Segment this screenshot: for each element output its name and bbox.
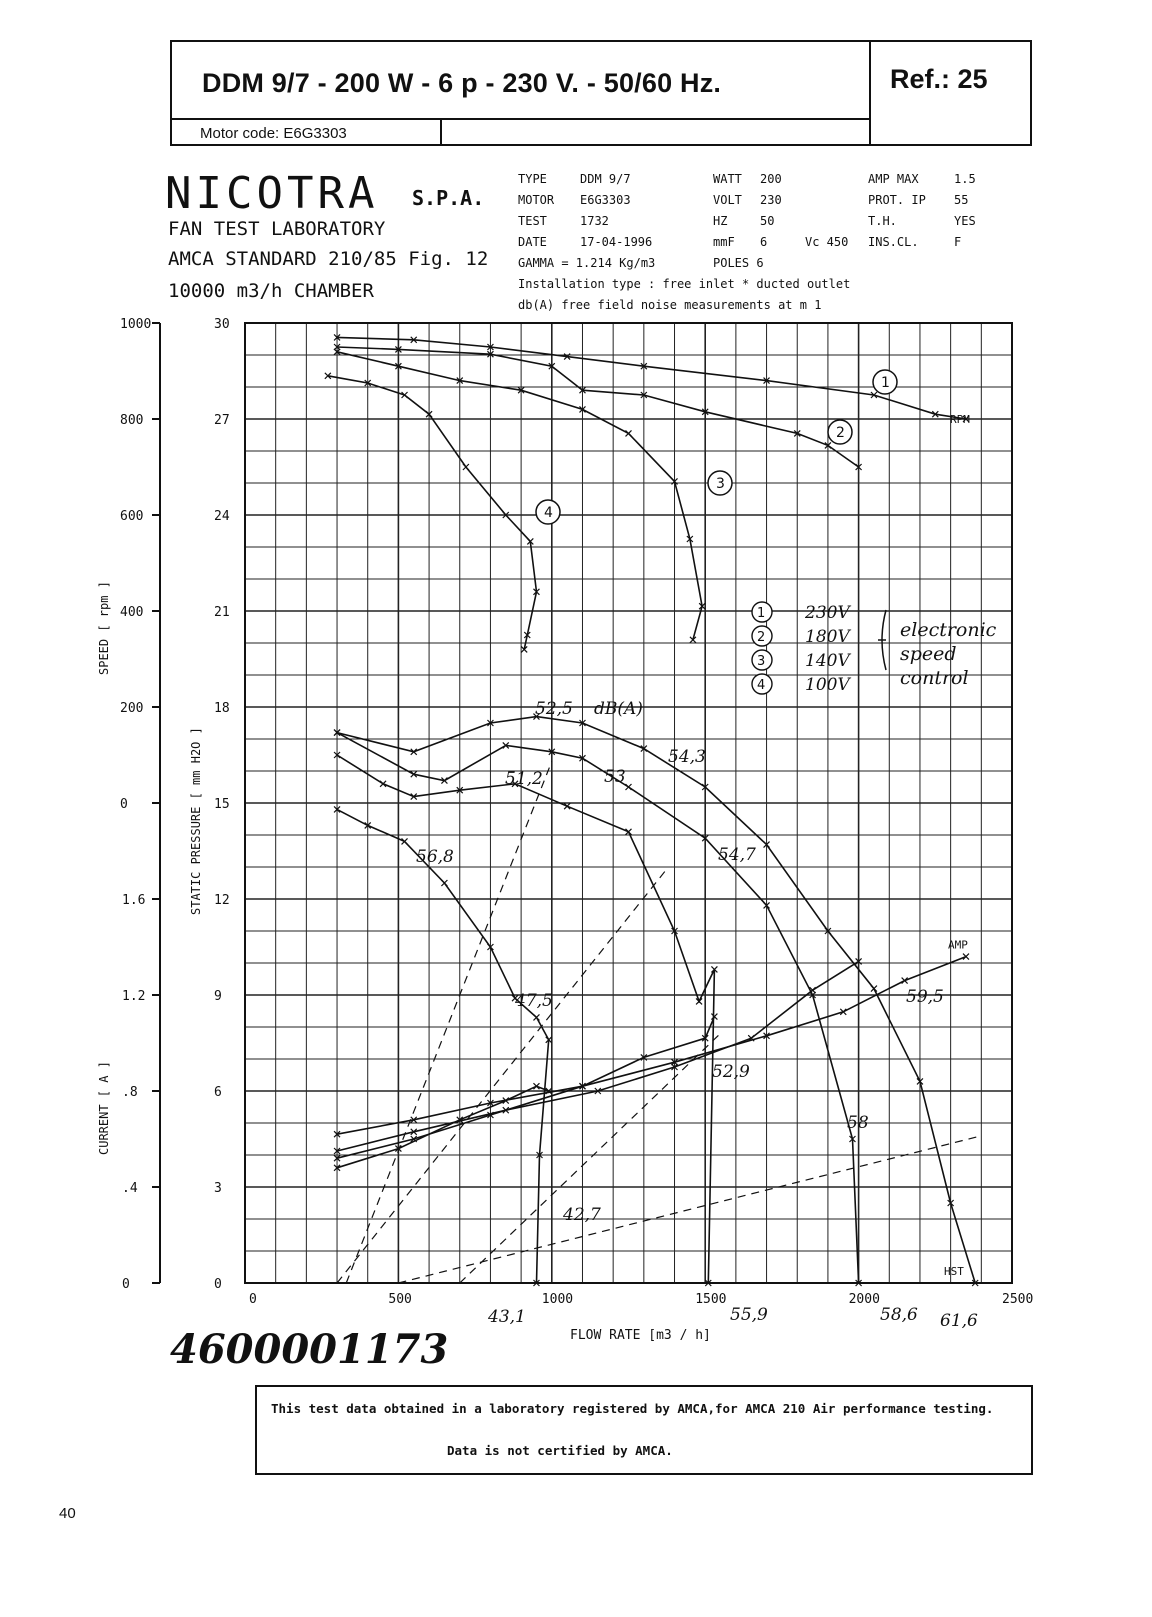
legend-brace — [878, 610, 886, 670]
current-tick-label: .8 — [122, 1085, 138, 1100]
noise-label: 61,6 — [940, 1311, 978, 1331]
spec-test-value: 1732 — [580, 214, 609, 228]
series-speed-1 — [337, 337, 966, 419]
speed-tick-label: 200 — [120, 701, 144, 716]
company-suffix: S.P.A. — [412, 186, 485, 210]
footer-box — [255, 1385, 1033, 1475]
spec-date-label: DATE — [518, 235, 547, 249]
legend-voltage: 100V — [805, 675, 850, 695]
speed-tick-label: 600 — [120, 509, 144, 524]
x-tick-label: 1000 — [541, 1292, 574, 1307]
legend-id: 3 — [757, 654, 766, 669]
spec-test-label: TEST — [518, 214, 547, 228]
legend-id: 2 — [757, 630, 766, 645]
ref-number: Ref.: 25 — [890, 64, 988, 94]
noise-label: 58,6 — [880, 1305, 918, 1325]
current-tick-label: 1.6 — [122, 893, 146, 908]
spec-ins-value: F — [954, 235, 962, 249]
noise-label: 55,9 — [730, 1305, 768, 1325]
spec-ampmax-value: 1.5 — [954, 172, 976, 186]
spec-date-value: 17-04-1996 — [580, 235, 653, 249]
series-speed-2 — [337, 347, 859, 467]
series-pressure-3 — [337, 755, 714, 1283]
spec-th-label: T.H. — [868, 214, 897, 228]
rpm-curve-label: RPM — [950, 413, 970, 426]
spec-muf-label: mmF — [713, 235, 735, 249]
pressure-tick-label: 0 — [214, 1277, 222, 1292]
page-number: 40 — [59, 1505, 76, 1522]
x-axis-label: FLOW RATE [m3 / h] — [570, 1328, 711, 1343]
speed-tick-label: 0 — [120, 797, 128, 812]
speed-tick-label: 400 — [120, 605, 144, 620]
spec-volt-label: VOLT — [713, 193, 742, 207]
motor-code: Motor code: E6G3303 — [200, 125, 347, 142]
amp-curve-label: AMP — [948, 938, 968, 952]
x-tick-label: 500 — [388, 1292, 412, 1307]
legend-voltage: 180V — [805, 627, 850, 647]
pressure-tick-label: 15 — [214, 797, 230, 812]
spec-hz-label: HZ — [713, 214, 728, 228]
legend-note: control — [900, 667, 969, 689]
system-curve — [460, 1033, 721, 1283]
lab-line-1: FAN TEST LABORATORY — [168, 218, 386, 240]
current-tick-label: 0 — [122, 1277, 130, 1292]
pressure-tick-label: 6 — [214, 1085, 222, 1100]
spec-watt-label: WATT — [713, 172, 742, 186]
pressure-tick-label: 24 — [214, 509, 230, 524]
x-tick-label: 2500 — [1002, 1292, 1034, 1307]
noise-label: 54,7 — [718, 845, 756, 865]
series-speed-3 — [337, 352, 702, 640]
spec-ins-label: INS.CL. — [868, 235, 919, 249]
noise-label: 58 — [847, 1113, 869, 1133]
spec-muf-value: 6 — [760, 235, 768, 249]
speed-axis-label: SPEED [ rpm ] — [97, 581, 111, 675]
data-point — [441, 880, 447, 886]
lab-line-2: AMCA STANDARD 210/85 Fig. 12 — [168, 248, 489, 270]
current-tick-label: 1.2 — [122, 989, 146, 1004]
data-point — [463, 464, 469, 470]
pressure-tick-label: 27 — [214, 413, 230, 428]
spec-prot-value: 55 — [954, 193, 969, 207]
system-curve — [337, 867, 668, 1283]
series-current-1 — [337, 957, 966, 1135]
pressure-tick-label: 12 — [214, 893, 230, 908]
lab-line-3: 10000 m3/h CHAMBER — [168, 280, 374, 302]
noise-label: 56,8 — [416, 847, 454, 867]
spec-motor-value: E6G3303 — [580, 193, 631, 207]
data-point — [626, 784, 632, 790]
spec-vc: Vc 450 — [805, 235, 849, 249]
series-pressure-1 — [337, 717, 975, 1283]
spec-poles: POLES 6 — [713, 256, 764, 270]
x-tick-label: 0 — [249, 1292, 257, 1307]
spec-installation: Installation type : free inlet * ducted outlet — [518, 277, 851, 291]
data-point — [564, 803, 570, 809]
data-point — [402, 838, 408, 844]
legend-note: speed — [900, 643, 957, 665]
pressure-tick-label: 18 — [214, 701, 230, 716]
legend-id: 1 — [757, 606, 766, 621]
legend-id: 4 — [757, 678, 766, 693]
hst-curve-label: HST — [944, 1265, 964, 1278]
curve-id-label: 4 — [544, 505, 553, 521]
x-tick-label: 2000 — [848, 1292, 880, 1307]
x-tick-label: 1500 — [695, 1292, 727, 1307]
spec-watt-value: 200 — [760, 172, 782, 186]
spec-ampmax-label: AMP MAX — [868, 172, 919, 186]
noise-label: 52,5 — [535, 699, 573, 719]
curve-id-label: 3 — [716, 476, 725, 492]
pressure-tick-label: 30 — [214, 317, 230, 332]
spec-gamma: GAMMA = 1.214 Kg/m3 — [518, 256, 656, 270]
noise-label: 59,5 — [906, 987, 944, 1007]
noise-label: 52,9 — [712, 1062, 750, 1082]
legend-voltage: 230V — [805, 603, 850, 623]
spec-noise: db(A) free field noise measurements at m 1 — [518, 298, 822, 312]
noise-label: 42,7 — [563, 1205, 601, 1225]
spec-th-value: YES — [954, 214, 976, 228]
speed-tick-label: 1000 — [120, 317, 152, 332]
noise-label: 47,5 — [515, 991, 553, 1011]
curve-id-label: 1 — [881, 375, 890, 391]
system-curve — [398, 1136, 981, 1283]
legend-note: electronic — [900, 619, 997, 641]
spec-type-value: DDM 9/7 — [580, 172, 631, 186]
page-title: DDM 9/7 - 200 W - 6 p - 230 V. - 50/60 Hz. — [202, 68, 722, 98]
footer-line-1: This test data obtained in a laboratory registered by AMCA,for AMCA 210 Air performance testing. — [271, 1401, 994, 1416]
series-pressure-4 — [337, 809, 549, 1283]
noise-label: 53 — [604, 767, 626, 787]
series-pressure-2 — [337, 733, 859, 1283]
noise-label: 51,2 — [505, 769, 543, 789]
legend-voltage: 140V — [805, 651, 850, 671]
noise-unit-label: dB(A) — [594, 699, 643, 719]
spec-hz-value: 50 — [760, 214, 775, 228]
part-number: 4600001173 — [170, 1326, 449, 1373]
pressure-tick-label: 9 — [214, 989, 222, 1004]
spec-type-label: TYPE — [518, 172, 547, 186]
footer-line-2: Data is not certified by AMCA. — [447, 1443, 673, 1458]
pressure-tick-label: 3 — [214, 1181, 222, 1196]
current-axis-label: CURRENT [ A ] — [97, 1061, 111, 1155]
noise-label: 43,1 — [488, 1307, 526, 1327]
noise-label: 54,3 — [668, 747, 706, 767]
curve-id-label: 2 — [836, 425, 845, 441]
spec-motor-label: MOTOR — [518, 193, 555, 207]
data-point — [533, 1014, 539, 1020]
spec-volt-value: 230 — [760, 193, 782, 207]
pressure-axis-label: STATIC PRESSURE [ mm H2O ] — [189, 727, 203, 915]
data-point — [626, 829, 632, 835]
data-point — [626, 430, 632, 436]
current-tick-label: .4 — [122, 1181, 138, 1196]
data-point — [871, 986, 877, 992]
chart-grid — [245, 323, 1012, 1283]
spec-prot-label: PROT. IP — [868, 193, 926, 207]
speed-tick-label: 800 — [120, 413, 144, 428]
company-name: NICOTRA — [165, 168, 379, 219]
data-point — [711, 1014, 717, 1020]
pressure-tick-label: 21 — [214, 605, 230, 620]
